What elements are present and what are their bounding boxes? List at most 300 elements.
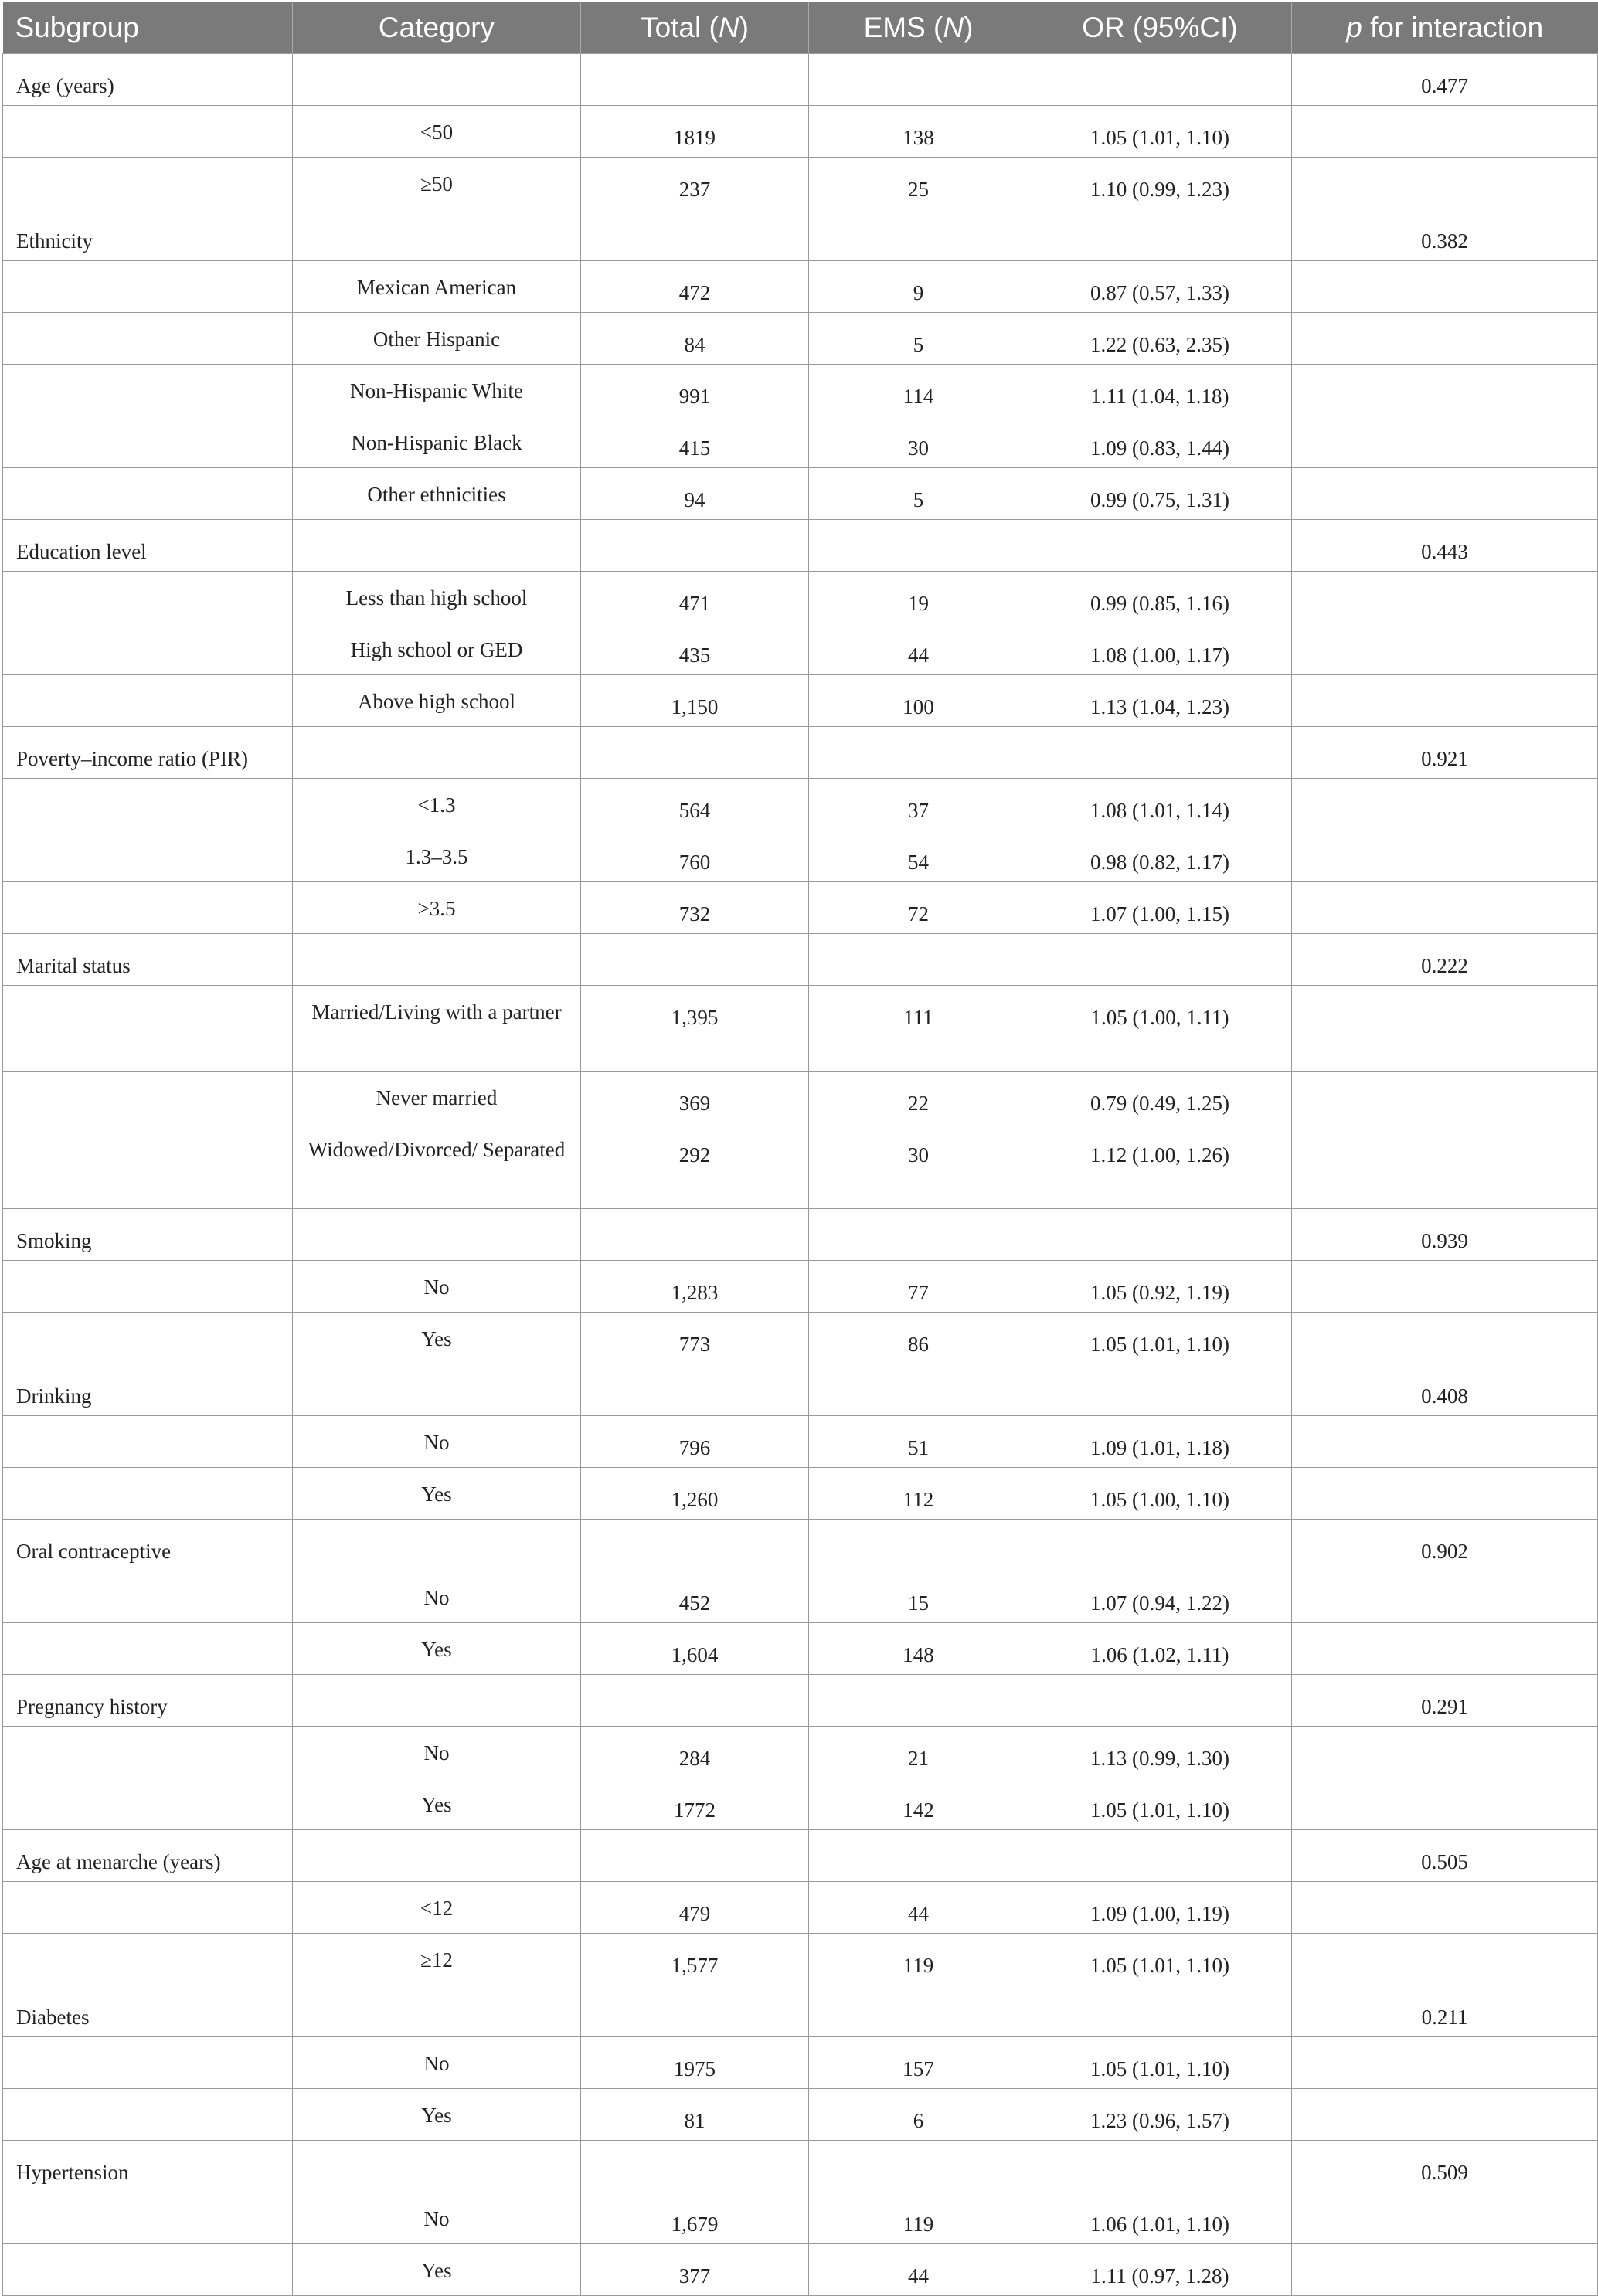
cell-total: 1772 [581, 1778, 809, 1829]
cell-p-interaction: 0.408 [1292, 1364, 1598, 1415]
cell-ems: 15 [809, 1571, 1028, 1622]
cell-total: 292 [581, 1123, 809, 1208]
cell-p-interaction [1292, 1312, 1598, 1364]
header-category [293, 2, 581, 53]
cell-or [1028, 1829, 1292, 1881]
cell-total: 452 [581, 1571, 809, 1622]
cell-total [581, 726, 809, 778]
table-row [3, 1312, 1598, 1364]
cell-p-interaction [1292, 1778, 1598, 1829]
cell-or: 1.05 (1.00, 1.10) [1028, 1467, 1292, 1519]
cell-subgroup [3, 778, 293, 830]
cell-category: <1.3 [293, 778, 581, 830]
cell-or: 1.05 (1.00, 1.11) [1028, 985, 1292, 1071]
cell-subgroup [3, 1123, 293, 1208]
cell-subgroup [3, 364, 293, 416]
cell-p-interaction: 0.939 [1292, 1208, 1598, 1260]
cell-p-interaction [1292, 1123, 1598, 1208]
cell-p-interaction [1292, 1933, 1598, 1985]
cell-category [293, 1208, 581, 1260]
cell-subgroup [3, 2088, 293, 2140]
cell-total [581, 933, 809, 985]
cell-subgroup [3, 1778, 293, 1829]
cell-total: 284 [581, 1726, 809, 1778]
cell-ems: 30 [809, 1123, 1028, 1208]
table-row [3, 157, 1598, 209]
cell-or: 0.79 (0.49, 1.25) [1028, 1071, 1292, 1123]
table-row [3, 623, 1598, 674]
cell-category: <12 [293, 1881, 581, 1933]
cell-total: 1,604 [581, 1622, 809, 1674]
cell-p-interaction: 0.509 [1292, 2140, 1598, 2192]
header-total [581, 2, 809, 53]
cell-p-interaction: 0.211 [1292, 1985, 1598, 2036]
cell-or: 1.12 (1.00, 1.26) [1028, 1123, 1292, 1208]
cell-ems: 5 [809, 312, 1028, 364]
cell-category: No [293, 2036, 581, 2088]
cell-total: 472 [581, 260, 809, 312]
cell-or: 1.05 (1.01, 1.10) [1028, 1778, 1292, 1829]
cell-subgroup [3, 1260, 293, 1312]
cell-subgroup [3, 105, 293, 157]
cell-ems: 44 [809, 2243, 1028, 2295]
cell-or [1028, 1364, 1292, 1415]
cell-ems [809, 1208, 1028, 1260]
cell-category: Other ethnicities [293, 467, 581, 519]
cell-p-interaction [1292, 881, 1598, 933]
cell-ems [809, 1829, 1028, 1881]
cell-or [1028, 726, 1292, 778]
cell-category [293, 1829, 581, 1881]
cell-p-interaction [1292, 1726, 1598, 1778]
cell-subgroup: Drinking [3, 1364, 293, 1415]
cell-subgroup: Diabetes [3, 1985, 293, 2036]
cell-or: 1.08 (1.01, 1.14) [1028, 778, 1292, 830]
cell-total: 94 [581, 467, 809, 519]
cell-p-interaction [1292, 416, 1598, 467]
table-row [3, 312, 1598, 364]
cell-total: 237 [581, 157, 809, 209]
header-p-rest: for interaction [1362, 11, 1544, 43]
cell-p-interaction [1292, 467, 1598, 519]
cell-subgroup: Ethnicity [3, 209, 293, 260]
cell-category [293, 1519, 581, 1571]
table-row [3, 985, 1598, 1071]
cell-ems: 25 [809, 157, 1028, 209]
cell-ems [809, 1364, 1028, 1415]
cell-category [293, 726, 581, 778]
cell-ems: 111 [809, 985, 1028, 1071]
cell-or [1028, 519, 1292, 571]
cell-or: 1.05 (1.01, 1.10) [1028, 1933, 1292, 1985]
cell-subgroup [3, 2192, 293, 2243]
cell-or: 1.09 (1.01, 1.18) [1028, 1415, 1292, 1467]
cell-or: 1.05 (0.92, 1.19) [1028, 1260, 1292, 1312]
header-ems-prefix: EMS ( [863, 11, 944, 43]
table-row [3, 881, 1598, 933]
cell-ems: 19 [809, 571, 1028, 623]
cell-or: 1.06 (1.01, 1.10) [1028, 2192, 1292, 2243]
cell-or: 1.11 (1.04, 1.18) [1028, 364, 1292, 416]
cell-ems: 37 [809, 778, 1028, 830]
cell-or: 1.23 (0.96, 1.57) [1028, 2088, 1292, 2140]
cell-ems [809, 1985, 1028, 2036]
cell-p-interaction [1292, 674, 1598, 726]
cell-subgroup [3, 571, 293, 623]
cell-or: 0.99 (0.75, 1.31) [1028, 467, 1292, 519]
cell-ems [809, 1674, 1028, 1726]
cell-subgroup: Age at menarche (years) [3, 1829, 293, 1881]
cell-ems [809, 726, 1028, 778]
cell-p-interaction [1292, 830, 1598, 881]
subgroup-analysis-table [2, 2, 1598, 2296]
cell-subgroup: Age (years) [3, 53, 293, 105]
cell-total: 81 [581, 2088, 809, 2140]
cell-subgroup [3, 1467, 293, 1519]
cell-p-interaction [1292, 157, 1598, 209]
header-ems-n: N [943, 11, 964, 43]
cell-p-interaction: 0.477 [1292, 53, 1598, 105]
cell-p-interaction [1292, 778, 1598, 830]
cell-subgroup: Oral contraceptive [3, 1519, 293, 1571]
table-row [3, 467, 1598, 519]
cell-subgroup [3, 881, 293, 933]
cell-total [581, 53, 809, 105]
cell-p-interaction: 0.505 [1292, 1829, 1598, 1881]
header-category-label: Category [378, 11, 495, 43]
cell-or: 1.05 (1.01, 1.10) [1028, 2036, 1292, 2088]
cell-category [293, 1364, 581, 1415]
cell-category: No [293, 2192, 581, 2243]
cell-category: Non-Hispanic White [293, 364, 581, 416]
cell-subgroup [3, 674, 293, 726]
cell-category [293, 1674, 581, 1726]
cell-category: Yes [293, 1312, 581, 1364]
table-row [3, 416, 1598, 467]
cell-p-interaction [1292, 312, 1598, 364]
cell-category: ≥50 [293, 157, 581, 209]
cell-p-interaction [1292, 1881, 1598, 1933]
cell-total [581, 1829, 809, 1881]
header-or-label: OR (95%CI) [1082, 11, 1238, 43]
cell-subgroup [3, 1622, 293, 1674]
table-row [3, 1123, 1598, 1208]
cell-category: Other Hispanic [293, 312, 581, 364]
header-total-prefix: Total ( [641, 11, 719, 43]
cell-category: Never married [293, 1071, 581, 1123]
cell-total: 1,260 [581, 1467, 809, 1519]
cell-total: 796 [581, 1415, 809, 1467]
cell-ems: 5 [809, 467, 1028, 519]
cell-category: Yes [293, 2088, 581, 2140]
cell-subgroup [3, 985, 293, 1071]
cell-category: >3.5 [293, 881, 581, 933]
cell-total: 1,150 [581, 674, 809, 726]
cell-p-interaction [1292, 105, 1598, 157]
cell-ems: 119 [809, 1933, 1028, 1985]
cell-category: Yes [293, 2243, 581, 2295]
cell-category: Yes [293, 1622, 581, 1674]
subgroup-heading-row [3, 1208, 1598, 1260]
cell-category [293, 1985, 581, 2036]
cell-p-interaction [1292, 1622, 1598, 1674]
cell-ems: 72 [809, 881, 1028, 933]
header-p-interaction [1292, 2, 1598, 53]
cell-subgroup [3, 1726, 293, 1778]
cell-subgroup: Hypertension [3, 2140, 293, 2192]
cell-total: 369 [581, 1071, 809, 1123]
cell-total [581, 1519, 809, 1571]
cell-category: Yes [293, 1467, 581, 1519]
cell-total: 773 [581, 1312, 809, 1364]
subgroup-heading-row [3, 53, 1598, 105]
table-row [3, 105, 1598, 157]
cell-category: No [293, 1726, 581, 1778]
table-row [3, 778, 1598, 830]
cell-subgroup [3, 1071, 293, 1123]
cell-subgroup: Smoking [3, 1208, 293, 1260]
cell-ems [809, 209, 1028, 260]
cell-subgroup [3, 1881, 293, 1933]
header-or [1028, 2, 1292, 53]
cell-subgroup [3, 416, 293, 467]
header-total-n: N [718, 11, 740, 43]
cell-ems: 77 [809, 1260, 1028, 1312]
subgroup-heading-row [3, 1519, 1598, 1571]
cell-total: 732 [581, 881, 809, 933]
cell-p-interaction [1292, 571, 1598, 623]
cell-total: 1819 [581, 105, 809, 157]
table-row [3, 2036, 1598, 2088]
cell-ems: 54 [809, 830, 1028, 881]
cell-category: No [293, 1260, 581, 1312]
cell-p-interaction [1292, 2088, 1598, 2140]
cell-p-interaction [1292, 260, 1598, 312]
cell-or: 0.87 (0.57, 1.33) [1028, 260, 1292, 312]
cell-subgroup [3, 623, 293, 674]
cell-ems: 148 [809, 1622, 1028, 1674]
cell-subgroup [3, 1933, 293, 1985]
table-row [3, 260, 1598, 312]
table-row [3, 674, 1598, 726]
cell-subgroup [3, 157, 293, 209]
cell-category [293, 933, 581, 985]
cell-total: 471 [581, 571, 809, 623]
cell-or: 1.09 (1.00, 1.19) [1028, 1881, 1292, 1933]
cell-p-interaction: 0.222 [1292, 933, 1598, 985]
cell-ems [809, 519, 1028, 571]
cell-or [1028, 1985, 1292, 2036]
cell-category: Yes [293, 1778, 581, 1829]
table-body [3, 53, 1598, 2295]
header-row [3, 2, 1598, 53]
cell-category: Above high school [293, 674, 581, 726]
table-row [3, 364, 1598, 416]
cell-category: ≥12 [293, 1933, 581, 1985]
cell-total: 377 [581, 2243, 809, 2295]
cell-subgroup [3, 467, 293, 519]
cell-ems [809, 2140, 1028, 2192]
table-row [3, 830, 1598, 881]
cell-ems: 138 [809, 105, 1028, 157]
cell-p-interaction [1292, 2036, 1598, 2088]
cell-subgroup: Marital status [3, 933, 293, 985]
cell-p-interaction: 0.902 [1292, 1519, 1598, 1571]
cell-ems: 114 [809, 364, 1028, 416]
cell-ems: 44 [809, 623, 1028, 674]
cell-ems: 21 [809, 1726, 1028, 1778]
header-total-suffix: ) [739, 11, 749, 43]
table-row [3, 2088, 1598, 2140]
cell-ems [809, 933, 1028, 985]
table-row [3, 1622, 1598, 1674]
cell-or [1028, 209, 1292, 260]
cell-ems: 44 [809, 1881, 1028, 1933]
cell-subgroup [3, 1312, 293, 1364]
cell-total [581, 1985, 809, 2036]
table-row [3, 1415, 1598, 1467]
subgroup-heading-row [3, 933, 1598, 985]
subgroup-heading-row [3, 726, 1598, 778]
cell-or: 1.07 (0.94, 1.22) [1028, 1571, 1292, 1622]
table-header [3, 2, 1598, 53]
cell-category: 1.3–3.5 [293, 830, 581, 881]
cell-or [1028, 1208, 1292, 1260]
table-row [3, 2192, 1598, 2243]
cell-or: 1.05 (1.01, 1.10) [1028, 105, 1292, 157]
cell-ems: 100 [809, 674, 1028, 726]
cell-p-interaction [1292, 1260, 1598, 1312]
table-row [3, 1933, 1598, 1985]
cell-total [581, 1208, 809, 1260]
cell-category [293, 53, 581, 105]
cell-or: 1.22 (0.63, 2.35) [1028, 312, 1292, 364]
cell-category: Non-Hispanic Black [293, 416, 581, 467]
table-row [3, 1071, 1598, 1123]
cell-category [293, 209, 581, 260]
cell-p-interaction [1292, 2192, 1598, 2243]
cell-category: <50 [293, 105, 581, 157]
cell-or: 1.13 (1.04, 1.23) [1028, 674, 1292, 726]
cell-subgroup: Pregnancy history [3, 1674, 293, 1726]
cell-total: 1,283 [581, 1260, 809, 1312]
cell-category: No [293, 1415, 581, 1467]
cell-category: Widowed/Divorced/ Separated [293, 1123, 581, 1208]
cell-total: 991 [581, 364, 809, 416]
header-p-italic: p [1346, 11, 1362, 43]
cell-subgroup [3, 312, 293, 364]
cell-ems: 112 [809, 1467, 1028, 1519]
cell-p-interaction: 0.921 [1292, 726, 1598, 778]
cell-p-interaction [1292, 1071, 1598, 1123]
cell-total: 435 [581, 623, 809, 674]
table-row [3, 1778, 1598, 1829]
cell-ems: 51 [809, 1415, 1028, 1467]
cell-total: 1975 [581, 2036, 809, 2088]
cell-subgroup [3, 2036, 293, 2088]
cell-category: Married/Living with a partner [293, 985, 581, 1071]
cell-p-interaction [1292, 1415, 1598, 1467]
cell-p-interaction [1292, 623, 1598, 674]
cell-category: No [293, 1571, 581, 1622]
subgroup-heading-row [3, 2140, 1598, 2192]
header-subgroup [3, 2, 293, 53]
table-row [3, 1881, 1598, 1933]
cell-p-interaction [1292, 1467, 1598, 1519]
cell-ems: 9 [809, 260, 1028, 312]
cell-subgroup [3, 830, 293, 881]
cell-total: 415 [581, 416, 809, 467]
subgroup-heading-row [3, 1674, 1598, 1726]
cell-total [581, 1364, 809, 1415]
cell-or: 1.11 (0.97, 1.28) [1028, 2243, 1292, 2295]
cell-total: 1,395 [581, 985, 809, 1071]
subgroup-heading-row [3, 1829, 1598, 1881]
header-ems [809, 2, 1028, 53]
cell-total: 479 [581, 1881, 809, 1933]
cell-or: 0.98 (0.82, 1.17) [1028, 830, 1292, 881]
cell-or: 1.07 (1.00, 1.15) [1028, 881, 1292, 933]
header-subgroup-label: Subgroup [15, 11, 139, 43]
cell-total: 1,577 [581, 1933, 809, 1985]
table-row [3, 1467, 1598, 1519]
cell-ems: 142 [809, 1778, 1028, 1829]
cell-or [1028, 1674, 1292, 1726]
subgroup-heading-row [3, 209, 1598, 260]
cell-total: 760 [581, 830, 809, 881]
cell-subgroup [3, 1571, 293, 1622]
cell-category [293, 2140, 581, 2192]
cell-p-interaction: 0.382 [1292, 209, 1598, 260]
cell-total [581, 209, 809, 260]
cell-or: 1.05 (1.01, 1.10) [1028, 1312, 1292, 1364]
cell-category: Less than high school [293, 571, 581, 623]
cell-ems [809, 53, 1028, 105]
cell-subgroup [3, 1415, 293, 1467]
cell-or [1028, 2140, 1292, 2192]
cell-total [581, 2140, 809, 2192]
cell-p-interaction: 0.443 [1292, 519, 1598, 571]
cell-or [1028, 933, 1292, 985]
subgroup-heading-row [3, 1364, 1598, 1415]
cell-category [293, 519, 581, 571]
cell-total: 84 [581, 312, 809, 364]
cell-subgroup: Poverty–income ratio (PIR) [3, 726, 293, 778]
table-row [3, 1260, 1598, 1312]
table-row [3, 571, 1598, 623]
cell-p-interaction [1292, 364, 1598, 416]
cell-ems: 157 [809, 2036, 1028, 2088]
cell-or: 1.08 (1.00, 1.17) [1028, 623, 1292, 674]
cell-ems: 22 [809, 1071, 1028, 1123]
cell-total: 1,679 [581, 2192, 809, 2243]
cell-subgroup [3, 260, 293, 312]
cell-ems: 30 [809, 416, 1028, 467]
table-row [3, 1726, 1598, 1778]
cell-total [581, 519, 809, 571]
cell-or [1028, 1519, 1292, 1571]
cell-or: 1.13 (0.99, 1.30) [1028, 1726, 1292, 1778]
cell-p-interaction: 0.291 [1292, 1674, 1598, 1726]
subgroup-heading-row [3, 519, 1598, 571]
table-row [3, 2243, 1598, 2295]
cell-or: 1.06 (1.02, 1.11) [1028, 1622, 1292, 1674]
cell-or: 0.99 (0.85, 1.16) [1028, 571, 1292, 623]
cell-p-interaction [1292, 985, 1598, 1071]
cell-subgroup: Education level [3, 519, 293, 571]
table-row [3, 1571, 1598, 1622]
cell-total: 564 [581, 778, 809, 830]
